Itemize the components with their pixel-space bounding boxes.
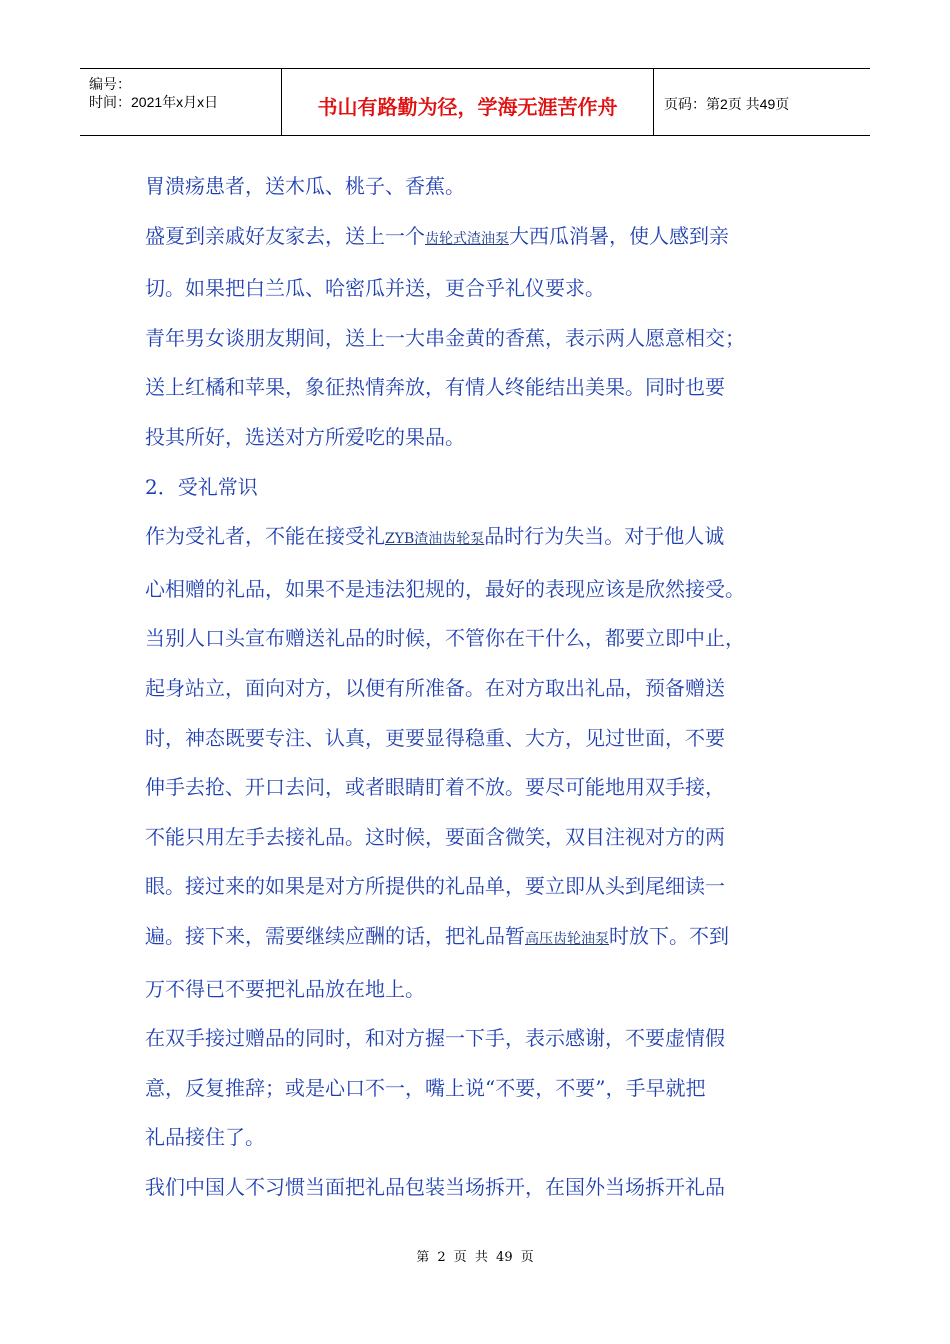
text-line: 意，反复推辞；或是心口不一，嘴上说“不要，不要”，手早就把 [145, 1075, 706, 1100]
inline-link[interactable]: 齿轮式渣油泵 [425, 230, 509, 247]
text-segment: 作为受礼者，不能在接受礼 [145, 524, 385, 549]
paragraph [145, 314, 825, 463]
paragraph [145, 1163, 825, 1213]
text-line: 伸手去抢、开口去问，或者眼睛盯着不放。要尽可能地用双手接， [145, 775, 725, 800]
text-line: 2．受礼常识 [145, 474, 258, 499]
inline-link[interactable]: ZYB渣油齿轮泵 [385, 531, 485, 548]
document-body [145, 162, 825, 1212]
text-line [145, 212, 825, 265]
paragraph [145, 212, 825, 314]
text-line: 不能只用左手去接礼品。这时候，要面含微笑，双目注视对方的两 [145, 824, 725, 849]
text-line: 当别人口头宣布赠送礼品的时候，不管你在干什么，都要立即中止， [145, 626, 745, 651]
document-number: 编号： [89, 76, 131, 92]
text-line: 在双手接过赠品的同时，和对方握一下手，表示感谢，不要虚情假 [145, 1026, 725, 1051]
text-line: 眼。接过来的如果是对方所提供的礼品单，要立即从头到尾细读一 [145, 874, 725, 899]
text-segment: 遍。接下来，需要继续应酬的话，把礼品暂 [145, 923, 525, 948]
text-line [145, 912, 825, 965]
header-meta [80, 69, 282, 135]
text-line: 万不得已不要把礼品放在地上。 [145, 976, 425, 1001]
text-line: 我们中国人不习惯当面把礼品包装当场拆开，在国外当场拆开礼品 [145, 1174, 725, 1199]
paragraph [145, 463, 825, 513]
text-line: 心相赠的礼品，如果不是违法犯规的，最好的表现应该是欣然接受。 [145, 576, 745, 601]
header-motto: 书山有路勤为径，学海无涯苦作舟 [282, 69, 654, 135]
text-line: 胃溃疡患者，送木瓜、桃子、香蕉。 [145, 174, 465, 198]
paragraph [145, 162, 825, 212]
text-line: 起身站立，面向对方，以便有所准备。在对方取出礼品，预备赠送 [145, 675, 725, 700]
paragraph [145, 512, 825, 1014]
text-line: 投其所好，选送对方所爱吃的果品。 [145, 424, 465, 449]
text-line: 青年男女谈朋友期间，送上一大串金黄的香蕉，表示两人愿意相交； [145, 325, 745, 350]
text-segment: 时放下。不到 [609, 923, 729, 948]
text-line: 礼品接住了。 [145, 1125, 265, 1150]
text-segment: 大西瓜消暑，使人感到亲 [509, 223, 729, 248]
paragraph [145, 1014, 825, 1163]
text-line: 送上红橘和苹果，象征热情奔放，有情人终能结出美果。同时也要 [145, 375, 725, 400]
document-date: 时间：2021年x月x日 [89, 94, 219, 110]
text-segment: 品时行为失当。对于他人诚 [484, 524, 725, 549]
text-line: 切。如果把白兰瓜、哈密瓜并送，更合乎礼仪要求。 [145, 276, 605, 301]
page-header [80, 68, 870, 136]
text-line: 时，神态既要专注、认真，更要显得稳重、大方，见过世面，不要 [145, 725, 725, 750]
page-footer: 第 2 页 共 49 页 [416, 1250, 534, 1265]
text-line [145, 512, 825, 565]
header-page-number: 页码：第2页 共49页 [664, 96, 790, 112]
inline-link[interactable]: 高压齿轮油泵 [525, 930, 609, 947]
text-segment: 盛夏到亲戚好友家去，送上一个 [145, 223, 425, 248]
